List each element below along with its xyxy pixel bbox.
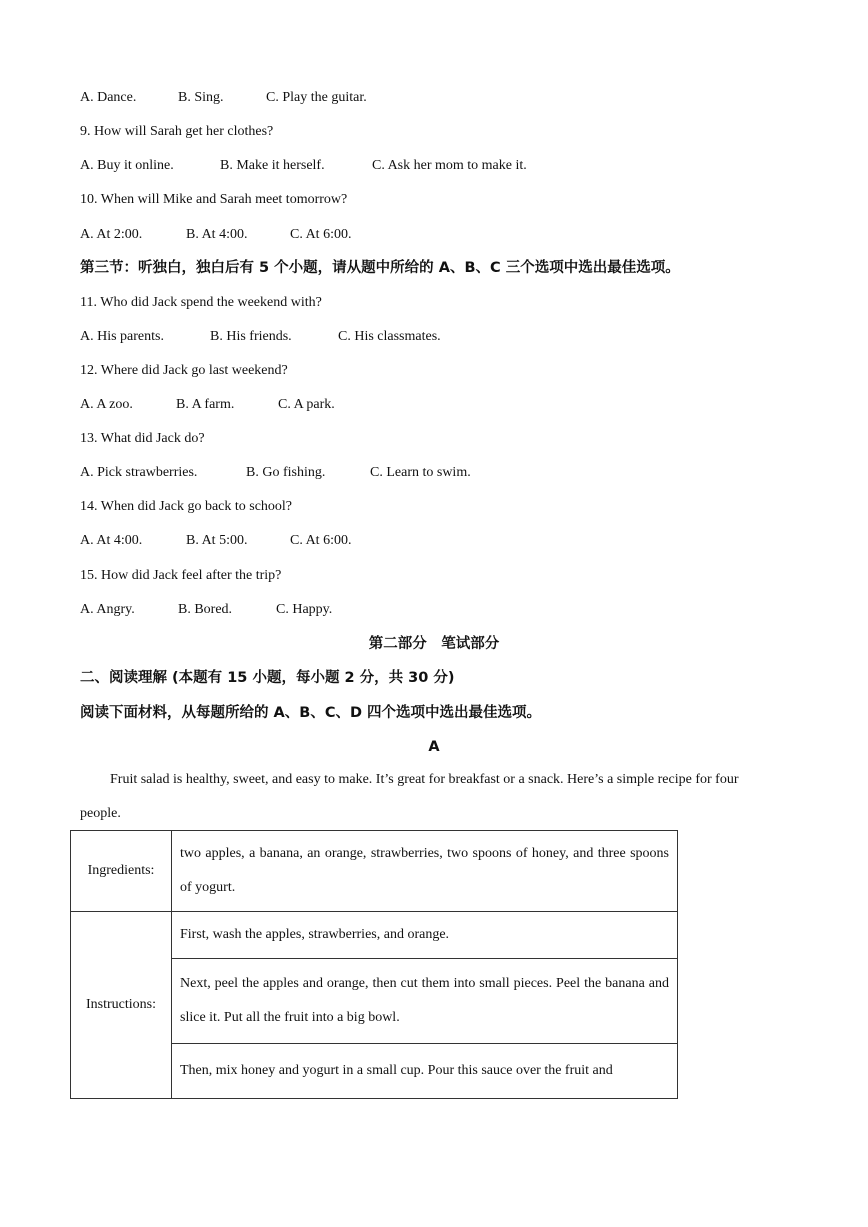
q9-question: 9. How will Sarah get her clothes? (80, 124, 274, 139)
q9-option-c: C. Ask her mom to make it. (372, 158, 527, 173)
reading-heading: 二、阅读理解 (本题有 15 小题，每小题 2 分，共 30 分) (80, 670, 455, 686)
q9-options (80, 157, 527, 175)
reading-instruction: 阅读下面材料，从每题所给的 A、B、C、D 四个选项中选出最佳选项。 (80, 705, 542, 721)
q8-option-b: B. Sing. (178, 90, 224, 105)
q11-question: 11. Who did Jack spend the weekend with? (80, 295, 322, 310)
passage-label: A (428, 739, 440, 755)
instruction-row (71, 912, 678, 959)
q12-option-a: A. A zoo. (80, 397, 133, 412)
q13-question: 13. What did Jack do? (80, 431, 205, 446)
ingredients-text: two apples, a banana, an orange, strawberries, two spoons of honey, and three spoons of yogurt. (172, 831, 678, 912)
instruction-step: Next, peel the apples and orange, then cut them into small pieces. Peel the banana and slice it. Put all the fruit into a big bowl. (172, 959, 678, 1044)
q12-option-c: C. A park. (278, 397, 335, 412)
q13-option-b: B. Go fishing. (246, 465, 326, 480)
instruction-step: First, wash the apples, strawberries, and orange. (172, 912, 678, 959)
instructions-label: Instructions: (71, 912, 172, 1099)
q13-option-c: C. Learn to swim. (370, 465, 471, 480)
q10-option-c: C. At 6:00. (290, 227, 352, 242)
q8-option-c: C. Play the guitar. (266, 90, 367, 105)
q9-option-a: A. Buy it online. (80, 158, 174, 173)
q15-option-a: A. Angry. (80, 602, 135, 617)
q13-options (80, 464, 471, 482)
q11-options (80, 328, 441, 346)
section3-heading: 第三节：听独白，独白后有 5 个小题，请从题中所给的 A、B、C 三个选项中选出最佳选项。 (80, 260, 680, 276)
q11-option-a: A. His parents. (80, 329, 164, 344)
part2-title: 第二部分 笔试部分 (368, 636, 500, 652)
q14-options (80, 532, 351, 550)
passage-intro: Fruit salad is healthy, sweet, and easy to make. It’s great for breakfast or a snack. Here’s a simple recipe for four people. (80, 772, 739, 821)
q14-option-b: B. At 5:00. (186, 533, 248, 548)
recipe-table (70, 830, 678, 1099)
q15-option-c: C. Happy. (276, 602, 333, 617)
q15-options (80, 601, 332, 619)
instruction-step: Then, mix honey and yogurt in a small cup. Pour this sauce over the fruit and (172, 1044, 678, 1099)
ingredients-row (71, 831, 678, 912)
q15-question: 15. How did Jack feel after the trip? (80, 568, 282, 583)
ingredients-label: Ingredients: (71, 831, 172, 912)
q10-question: 10. When will Mike and Sarah meet tomorrow? (80, 192, 348, 207)
q9-option-b: B. Make it herself. (220, 158, 325, 173)
q13-option-a: A. Pick strawberries. (80, 465, 198, 480)
q12-options (80, 396, 335, 414)
q15-option-b: B. Bored. (178, 602, 233, 617)
q14-option-a: A. At 4:00. (80, 533, 143, 548)
q14-question: 14. When did Jack go back to school? (80, 499, 293, 514)
q14-option-c: C. At 6:00. (290, 533, 352, 548)
q12-question: 12. Where did Jack go last weekend? (80, 363, 288, 378)
q11-option-b: B. His friends. (210, 329, 292, 344)
q8-options (80, 89, 367, 107)
q10-options (80, 226, 351, 244)
q8-option-a: A. Dance. (80, 90, 137, 105)
q10-option-b: B. At 4:00. (186, 227, 248, 242)
q10-option-a: A. At 2:00. (80, 227, 143, 242)
q11-option-c: C. His classmates. (338, 329, 441, 344)
q12-option-b: B. A farm. (176, 397, 235, 412)
